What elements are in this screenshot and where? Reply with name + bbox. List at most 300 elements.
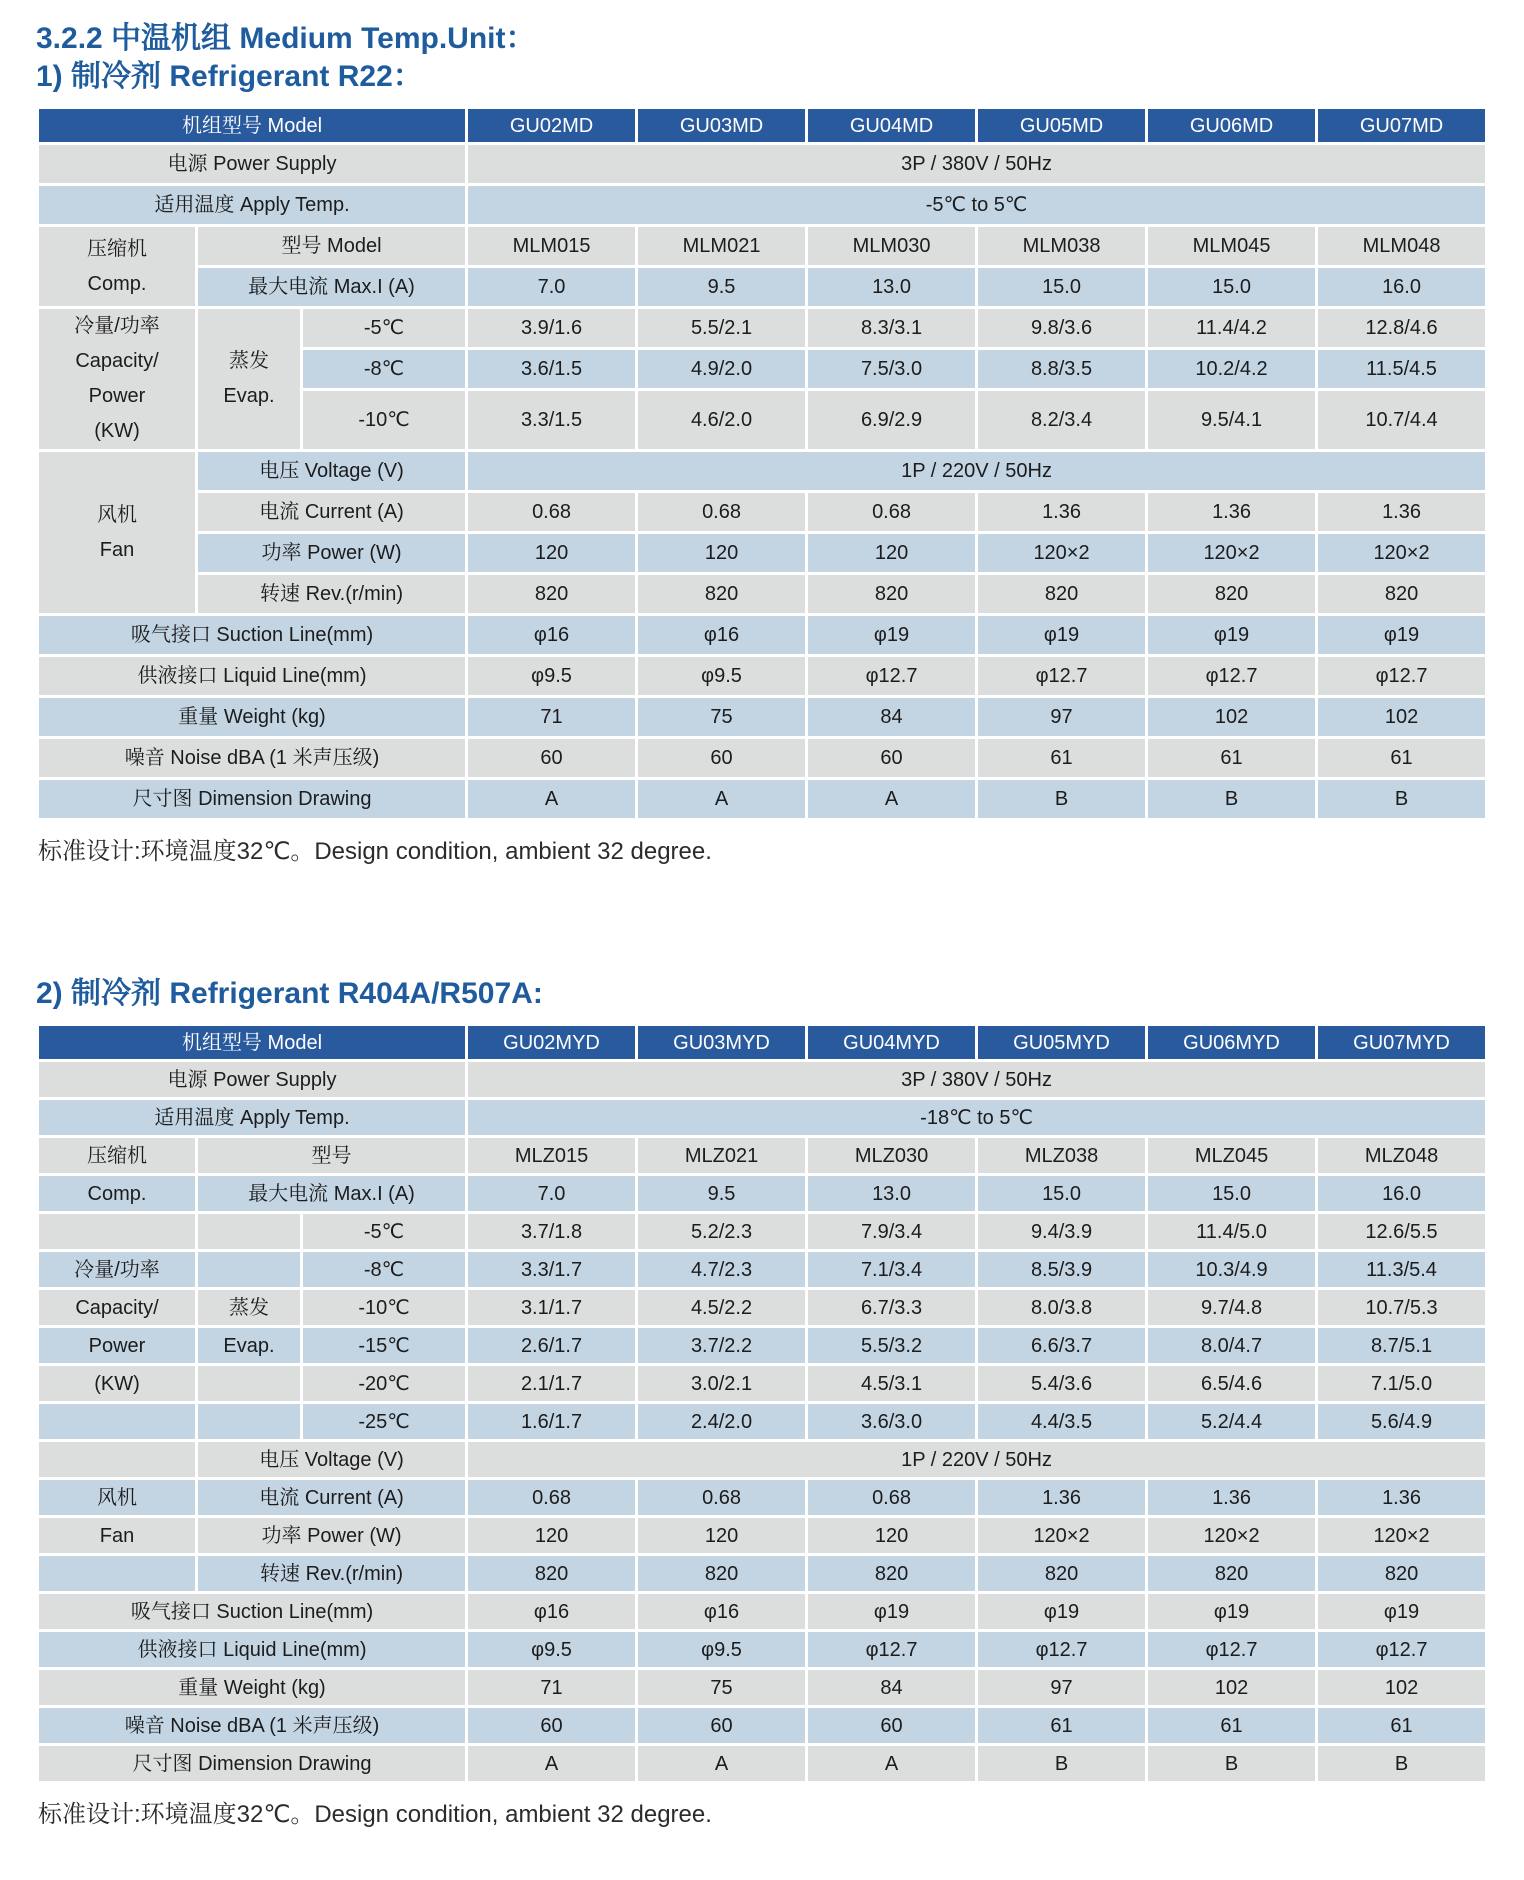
cell-value: 60 xyxy=(467,738,637,779)
cell-value: 10.7/5.3 xyxy=(1317,1289,1487,1327)
cell-value: 8.0/4.7 xyxy=(1147,1327,1317,1365)
cell-value: 5.4/3.6 xyxy=(977,1365,1147,1403)
cell-value: B xyxy=(1317,1745,1487,1783)
row-label: 最大电流 Max.I (A) xyxy=(197,267,467,308)
cell-value: 8.2/3.4 xyxy=(977,390,1147,451)
cell-value: 3.6/3.0 xyxy=(807,1403,977,1441)
row-label: 噪音 Noise dBA (1 米声压级) xyxy=(38,1707,467,1745)
row-label: Power xyxy=(38,1327,197,1365)
table-row xyxy=(38,1327,1487,1365)
cell-value: 5.6/4.9 xyxy=(1317,1403,1487,1441)
row-label-line: 风机 xyxy=(97,503,137,526)
row-label-line: Fan xyxy=(99,538,135,561)
cell-value: 9.5 xyxy=(637,1175,807,1213)
row-label: -8℃ xyxy=(302,1251,467,1289)
table-row xyxy=(38,697,1487,738)
cell-value: 0.68 xyxy=(467,1479,637,1517)
row-label: 电流 Current (A) xyxy=(197,1479,467,1517)
cell-value: 7.1/3.4 xyxy=(807,1251,977,1289)
row-label: 压缩机 xyxy=(38,1137,197,1175)
cell-value: 820 xyxy=(1147,574,1317,615)
cell-value: 5.5/3.2 xyxy=(807,1327,977,1365)
cell-value: 61 xyxy=(1147,1707,1317,1745)
cell-value: 3.7/2.2 xyxy=(637,1327,807,1365)
cell-value: 1.6/1.7 xyxy=(467,1403,637,1441)
cell-value: 11.4/5.0 xyxy=(1147,1213,1317,1251)
cell-value: 1.36 xyxy=(1317,492,1487,533)
cell-value: 15.0 xyxy=(1147,1175,1317,1213)
cell-value: B xyxy=(977,779,1147,820)
cell-value: 60 xyxy=(637,738,807,779)
row-label: 蒸发 xyxy=(197,1289,302,1327)
cell-value: 1P / 220V / 50Hz xyxy=(467,1441,1487,1479)
cell-value: 0.68 xyxy=(807,1479,977,1517)
cell-value: 820 xyxy=(637,574,807,615)
cell-value: MLM030 xyxy=(807,226,977,267)
row-label: -5℃ xyxy=(302,308,467,349)
cell-value: 5.2/4.4 xyxy=(1147,1403,1317,1441)
cell-value: B xyxy=(1147,1745,1317,1783)
table-row xyxy=(38,1213,1487,1251)
spacer-cell xyxy=(197,1365,302,1403)
cell-value: 120 xyxy=(807,533,977,574)
cell-value: φ16 xyxy=(637,615,807,656)
cell-value: 0.68 xyxy=(637,1479,807,1517)
cell-value: 9.4/3.9 xyxy=(977,1213,1147,1251)
cell-value: 6.6/3.7 xyxy=(977,1327,1147,1365)
column-header: GU06MYD xyxy=(1147,1025,1317,1061)
cell-value: B xyxy=(1147,779,1317,820)
cell-value: 820 xyxy=(807,1555,977,1593)
row-label-line: 蒸发 xyxy=(229,350,269,372)
table-row xyxy=(38,574,1487,615)
table-row xyxy=(38,1061,1487,1099)
cell-value: φ9.5 xyxy=(637,656,807,697)
cell-value: MLZ038 xyxy=(977,1137,1147,1175)
table-corner-header: 机组型号 Model xyxy=(38,1025,467,1061)
cell-value: φ12.7 xyxy=(1147,656,1317,697)
table-row xyxy=(38,308,1487,349)
table-corner-header: 机组型号 Model xyxy=(38,108,467,144)
table2-title: 2) 制冷剂 Refrigerant R404A/R507A: xyxy=(36,977,543,1010)
cell-value: 120 xyxy=(637,1517,807,1555)
column-header: GU02MD xyxy=(467,108,637,144)
cell-value: 13.0 xyxy=(807,267,977,308)
cell-value: φ12.7 xyxy=(977,1631,1147,1669)
cell-value: 10.2/4.2 xyxy=(1147,349,1317,390)
cell-value: MLZ021 xyxy=(637,1137,807,1175)
cell-value: A xyxy=(467,779,637,820)
row-label: -10℃ xyxy=(302,390,467,451)
cell-value: 1.36 xyxy=(1317,1479,1487,1517)
cell-value: MLM021 xyxy=(637,226,807,267)
cell-value: 97 xyxy=(977,697,1147,738)
cell-value: 102 xyxy=(1317,697,1487,738)
table-row xyxy=(38,144,1487,185)
row-label: -20℃ xyxy=(302,1365,467,1403)
cell-value: 2.1/1.7 xyxy=(467,1365,637,1403)
cell-value: 120 xyxy=(467,1517,637,1555)
cell-value: 3.9/1.6 xyxy=(467,308,637,349)
cell-value: 11.5/4.5 xyxy=(1317,349,1487,390)
cell-value: 820 xyxy=(1147,1555,1317,1593)
cell-value: 9.7/4.8 xyxy=(1147,1289,1317,1327)
cell-value: 4.5/2.2 xyxy=(637,1289,807,1327)
cell-value: A xyxy=(637,1745,807,1783)
cell-value: 820 xyxy=(467,1555,637,1593)
row-label-line: Power xyxy=(88,385,146,407)
cell-value: 7.0 xyxy=(467,1175,637,1213)
cell-value: 61 xyxy=(1317,738,1487,779)
row-label: 电源 Power Supply xyxy=(38,1061,467,1099)
row-label: 电压 Voltage (V) xyxy=(197,1441,467,1479)
table-row xyxy=(38,1479,1487,1517)
table-row xyxy=(38,185,1487,226)
row-label: -10℃ xyxy=(302,1289,467,1327)
cell-value: 120 xyxy=(807,1517,977,1555)
row-label: 型号 Model xyxy=(197,226,467,267)
cell-value: 16.0 xyxy=(1317,267,1487,308)
row-label: 噪音 Noise dBA (1 米声压级) xyxy=(38,738,467,779)
table-header-row xyxy=(38,1025,1487,1061)
cell-value: φ19 xyxy=(1317,1593,1487,1631)
row-label-line: 冷量/功率 xyxy=(74,315,160,337)
row-label: 适用温度 Apply Temp. xyxy=(38,185,467,226)
column-header: GU07MD xyxy=(1317,108,1487,144)
cell-value: 8.8/3.5 xyxy=(977,349,1147,390)
cell-value: 11.3/5.4 xyxy=(1317,1251,1487,1289)
cell-value: 13.0 xyxy=(807,1175,977,1213)
cell-value: 2.6/1.7 xyxy=(467,1327,637,1365)
cell-value: φ16 xyxy=(467,1593,637,1631)
cell-value: 0.68 xyxy=(467,492,637,533)
r22-spec-table xyxy=(36,106,1488,821)
cell-value: 5.5/2.1 xyxy=(637,308,807,349)
cell-value: 61 xyxy=(977,738,1147,779)
cell-value: 2.4/2.0 xyxy=(637,1403,807,1441)
cell-value: 97 xyxy=(977,1669,1147,1707)
table-row xyxy=(38,1517,1487,1555)
cell-value: -18℃ to 5℃ xyxy=(467,1099,1487,1137)
table-row xyxy=(38,1745,1487,1783)
cell-value: MLM045 xyxy=(1147,226,1317,267)
cell-value: A xyxy=(467,1745,637,1783)
table-row xyxy=(38,1441,1487,1479)
cell-value: 820 xyxy=(807,574,977,615)
cell-value: 4.9/2.0 xyxy=(637,349,807,390)
cell-value: 8.0/3.8 xyxy=(977,1289,1147,1327)
cell-value: 7.0 xyxy=(467,267,637,308)
cell-value: MLZ015 xyxy=(467,1137,637,1175)
table-row xyxy=(38,738,1487,779)
cell-value: -5℃ to 5℃ xyxy=(467,185,1487,226)
column-header: GU04MD xyxy=(807,108,977,144)
cell-value: 15.0 xyxy=(1147,267,1317,308)
row-label: 功率 Power (W) xyxy=(197,1517,467,1555)
row-label: Comp. xyxy=(38,1175,197,1213)
cell-value: 7.5/3.0 xyxy=(807,349,977,390)
cell-value: 15.0 xyxy=(977,267,1147,308)
row-label: 电流 Current (A) xyxy=(197,492,467,533)
table-row xyxy=(38,1555,1487,1593)
row-label: 转速 Rev.(r/min) xyxy=(197,574,467,615)
table-row xyxy=(38,533,1487,574)
row-label: Evap. xyxy=(197,1327,302,1365)
row-label: 吸气接口 Suction Line(mm) xyxy=(38,1593,467,1631)
spacer-cell xyxy=(197,1251,302,1289)
row-label: 重量 Weight (kg) xyxy=(38,697,467,738)
cell-value: A xyxy=(807,1745,977,1783)
cell-value: MLM015 xyxy=(467,226,637,267)
cell-value: 0.68 xyxy=(637,492,807,533)
row-label: -15℃ xyxy=(302,1327,467,1365)
cell-value: φ19 xyxy=(1317,615,1487,656)
cell-value: 120×2 xyxy=(1317,1517,1487,1555)
table-row xyxy=(38,1669,1487,1707)
row-label: 电压 Voltage (V) xyxy=(197,451,467,492)
cell-value: φ12.7 xyxy=(1317,1631,1487,1669)
row-label xyxy=(38,308,197,451)
row-label: 功率 Power (W) xyxy=(197,533,467,574)
column-header: GU07MYD xyxy=(1317,1025,1487,1061)
cell-value: 3.7/1.8 xyxy=(467,1213,637,1251)
cell-value: 4.4/3.5 xyxy=(977,1403,1147,1441)
row-label: Fan xyxy=(38,1517,197,1555)
table-row xyxy=(38,656,1487,697)
row-label: 尺寸图 Dimension Drawing xyxy=(38,779,467,820)
cell-value: 820 xyxy=(1317,574,1487,615)
cell-value: φ19 xyxy=(1147,615,1317,656)
row-label: 重量 Weight (kg) xyxy=(38,1669,467,1707)
cell-value: φ16 xyxy=(467,615,637,656)
cell-value: MLM048 xyxy=(1317,226,1487,267)
table-row xyxy=(38,1365,1487,1403)
cell-value: 16.0 xyxy=(1317,1175,1487,1213)
cell-value: 61 xyxy=(1317,1707,1487,1745)
row-label-line: (KW) xyxy=(94,420,140,442)
cell-value: 60 xyxy=(637,1707,807,1745)
cell-value: 3P / 380V / 50Hz xyxy=(467,144,1487,185)
cell-value: 8.3/3.1 xyxy=(807,308,977,349)
cell-value: 61 xyxy=(977,1707,1147,1745)
cell-value: A xyxy=(637,779,807,820)
table-row xyxy=(38,1631,1487,1669)
cell-value: 1P / 220V / 50Hz xyxy=(467,451,1487,492)
cell-value: 15.0 xyxy=(977,1175,1147,1213)
cell-value: 5.2/2.3 xyxy=(637,1213,807,1251)
spacer-cell xyxy=(197,1403,302,1441)
spacer-cell xyxy=(38,1213,197,1251)
cell-value: 9.8/3.6 xyxy=(977,308,1147,349)
cell-value: MLZ045 xyxy=(1147,1137,1317,1175)
cell-value: φ12.7 xyxy=(807,656,977,697)
cell-value: 71 xyxy=(467,697,637,738)
row-label: 吸气接口 Suction Line(mm) xyxy=(38,615,467,656)
cell-value: 3.3/1.7 xyxy=(467,1251,637,1289)
cell-value: 120×2 xyxy=(1317,533,1487,574)
cell-value: φ12.7 xyxy=(807,1631,977,1669)
cell-value: φ19 xyxy=(977,615,1147,656)
cell-value: 4.5/3.1 xyxy=(807,1365,977,1403)
cell-value: B xyxy=(1317,779,1487,820)
cell-value: φ19 xyxy=(977,1593,1147,1631)
cell-value: 120×2 xyxy=(977,533,1147,574)
cell-value: 10.7/4.4 xyxy=(1317,390,1487,451)
cell-value: 7.9/3.4 xyxy=(807,1213,977,1251)
cell-value: 84 xyxy=(807,697,977,738)
cell-value: 102 xyxy=(1317,1669,1487,1707)
table-row xyxy=(38,1593,1487,1631)
cell-value: 120×2 xyxy=(1147,533,1317,574)
spacer-cell xyxy=(38,1441,197,1479)
row-label: 供液接口 Liquid Line(mm) xyxy=(38,1631,467,1669)
row-label-line: Capacity/ xyxy=(75,350,159,372)
cell-value: 7.1/5.0 xyxy=(1317,1365,1487,1403)
cell-value: φ9.5 xyxy=(467,656,637,697)
table-row xyxy=(38,615,1487,656)
cell-value: φ9.5 xyxy=(467,1631,637,1669)
cell-value: 820 xyxy=(977,574,1147,615)
cell-value: 10.3/4.9 xyxy=(1147,1251,1317,1289)
column-header: GU06MD xyxy=(1147,108,1317,144)
row-label: 风机 xyxy=(38,1479,197,1517)
row-label xyxy=(197,308,302,451)
row-label: 尺寸图 Dimension Drawing xyxy=(38,1745,467,1783)
cell-value: A xyxy=(807,779,977,820)
r404a-spec-table xyxy=(36,1023,1488,1784)
cell-value: 4.7/2.3 xyxy=(637,1251,807,1289)
row-label: 型号 xyxy=(197,1137,467,1175)
cell-value: 8.5/3.9 xyxy=(977,1251,1147,1289)
cell-value: 820 xyxy=(637,1555,807,1593)
cell-value: 60 xyxy=(807,1707,977,1745)
cell-value: 75 xyxy=(637,1669,807,1707)
cell-value: 12.6/5.5 xyxy=(1317,1213,1487,1251)
cell-value: 6.7/3.3 xyxy=(807,1289,977,1327)
table-row xyxy=(38,267,1487,308)
cell-value: φ12.7 xyxy=(1147,1631,1317,1669)
table-row xyxy=(38,492,1487,533)
row-label: 最大电流 Max.I (A) xyxy=(197,1175,467,1213)
cell-value: 120 xyxy=(467,533,637,574)
row-label: 供液接口 Liquid Line(mm) xyxy=(38,656,467,697)
row-label-line: Evap. xyxy=(223,385,275,407)
cell-value: 102 xyxy=(1147,1669,1317,1707)
cell-value: 6.9/2.9 xyxy=(807,390,977,451)
cell-value: 4.6/2.0 xyxy=(637,390,807,451)
cell-value: 820 xyxy=(977,1555,1147,1593)
row-label: 冷量/功率 xyxy=(38,1251,197,1289)
cell-value: φ12.7 xyxy=(1317,656,1487,697)
table1-note: 标准设计:环境温度32℃。Design condition, ambient 32 degree. xyxy=(38,838,712,865)
row-label: -5℃ xyxy=(302,1213,467,1251)
cell-value: 11.4/4.2 xyxy=(1147,308,1317,349)
cell-value: 6.5/4.6 xyxy=(1147,1365,1317,1403)
column-header: GU05MD xyxy=(977,108,1147,144)
row-label: 转速 Rev.(r/min) xyxy=(197,1555,467,1593)
row-label xyxy=(38,451,197,615)
row-label: 电源 Power Supply xyxy=(38,144,467,185)
cell-value: 12.8/4.6 xyxy=(1317,308,1487,349)
column-header: GU05MYD xyxy=(977,1025,1147,1061)
cell-value: 102 xyxy=(1147,697,1317,738)
cell-value: φ19 xyxy=(807,615,977,656)
cell-value: 9.5/4.1 xyxy=(1147,390,1317,451)
cell-value: φ9.5 xyxy=(637,1631,807,1669)
cell-value: 3.0/2.1 xyxy=(637,1365,807,1403)
row-label xyxy=(38,226,197,308)
table-row xyxy=(38,451,1487,492)
section-title: 3.2.2 中温机组 Medium Temp.Unit： xyxy=(36,22,536,55)
cell-value: 3.1/1.7 xyxy=(467,1289,637,1327)
spacer-cell xyxy=(38,1403,197,1441)
cell-value: 71 xyxy=(467,1669,637,1707)
table-row xyxy=(38,1251,1487,1289)
cell-value: 820 xyxy=(467,574,637,615)
table-row xyxy=(38,1289,1487,1327)
table-row xyxy=(38,1707,1487,1745)
cell-value: 61 xyxy=(1147,738,1317,779)
table-row xyxy=(38,1137,1487,1175)
table-row xyxy=(38,1175,1487,1213)
column-header: GU02MYD xyxy=(467,1025,637,1061)
row-label: -25℃ xyxy=(302,1403,467,1441)
cell-value: MLM038 xyxy=(977,226,1147,267)
table1-title: 1) 制冷剂 Refrigerant R22： xyxy=(36,60,423,93)
spacer-cell xyxy=(38,1555,197,1593)
table-row xyxy=(38,226,1487,267)
cell-value: 3.3/1.5 xyxy=(467,390,637,451)
cell-value: 9.5 xyxy=(637,267,807,308)
cell-value: φ19 xyxy=(1147,1593,1317,1631)
spacer-cell xyxy=(197,1213,302,1251)
column-header: GU03MD xyxy=(637,108,807,144)
cell-value: 1.36 xyxy=(1147,492,1317,533)
column-header: GU04MYD xyxy=(807,1025,977,1061)
cell-value: 8.7/5.1 xyxy=(1317,1327,1487,1365)
cell-value: MLZ030 xyxy=(807,1137,977,1175)
table2-note: 标准设计:环境温度32℃。Design condition, ambient 32 degree. xyxy=(38,1801,712,1828)
cell-value: 0.68 xyxy=(807,492,977,533)
row-label: 适用温度 Apply Temp. xyxy=(38,1099,467,1137)
cell-value: 820 xyxy=(1317,1555,1487,1593)
table-row xyxy=(38,779,1487,820)
table-header-row xyxy=(38,108,1487,144)
cell-value: 120 xyxy=(637,533,807,574)
row-label: Capacity/ xyxy=(38,1289,197,1327)
row-label: -8℃ xyxy=(302,349,467,390)
cell-value: φ19 xyxy=(807,1593,977,1631)
cell-value: 1.36 xyxy=(977,492,1147,533)
row-label-line: 压缩机 xyxy=(87,237,147,260)
cell-value: 3P / 380V / 50Hz xyxy=(467,1061,1487,1099)
cell-value: 1.36 xyxy=(977,1479,1147,1517)
row-label: (KW) xyxy=(38,1365,197,1403)
cell-value: 120×2 xyxy=(1147,1517,1317,1555)
row-label-line: Comp. xyxy=(87,272,147,295)
cell-value: 60 xyxy=(467,1707,637,1745)
cell-value: 75 xyxy=(637,697,807,738)
cell-value: B xyxy=(977,1745,1147,1783)
cell-value: 120×2 xyxy=(977,1517,1147,1555)
cell-value: 1.36 xyxy=(1147,1479,1317,1517)
cell-value: φ16 xyxy=(637,1593,807,1631)
cell-value: 60 xyxy=(807,738,977,779)
cell-value: 3.6/1.5 xyxy=(467,349,637,390)
cell-value: 84 xyxy=(807,1669,977,1707)
column-header: GU03MYD xyxy=(637,1025,807,1061)
table-row xyxy=(38,1099,1487,1137)
